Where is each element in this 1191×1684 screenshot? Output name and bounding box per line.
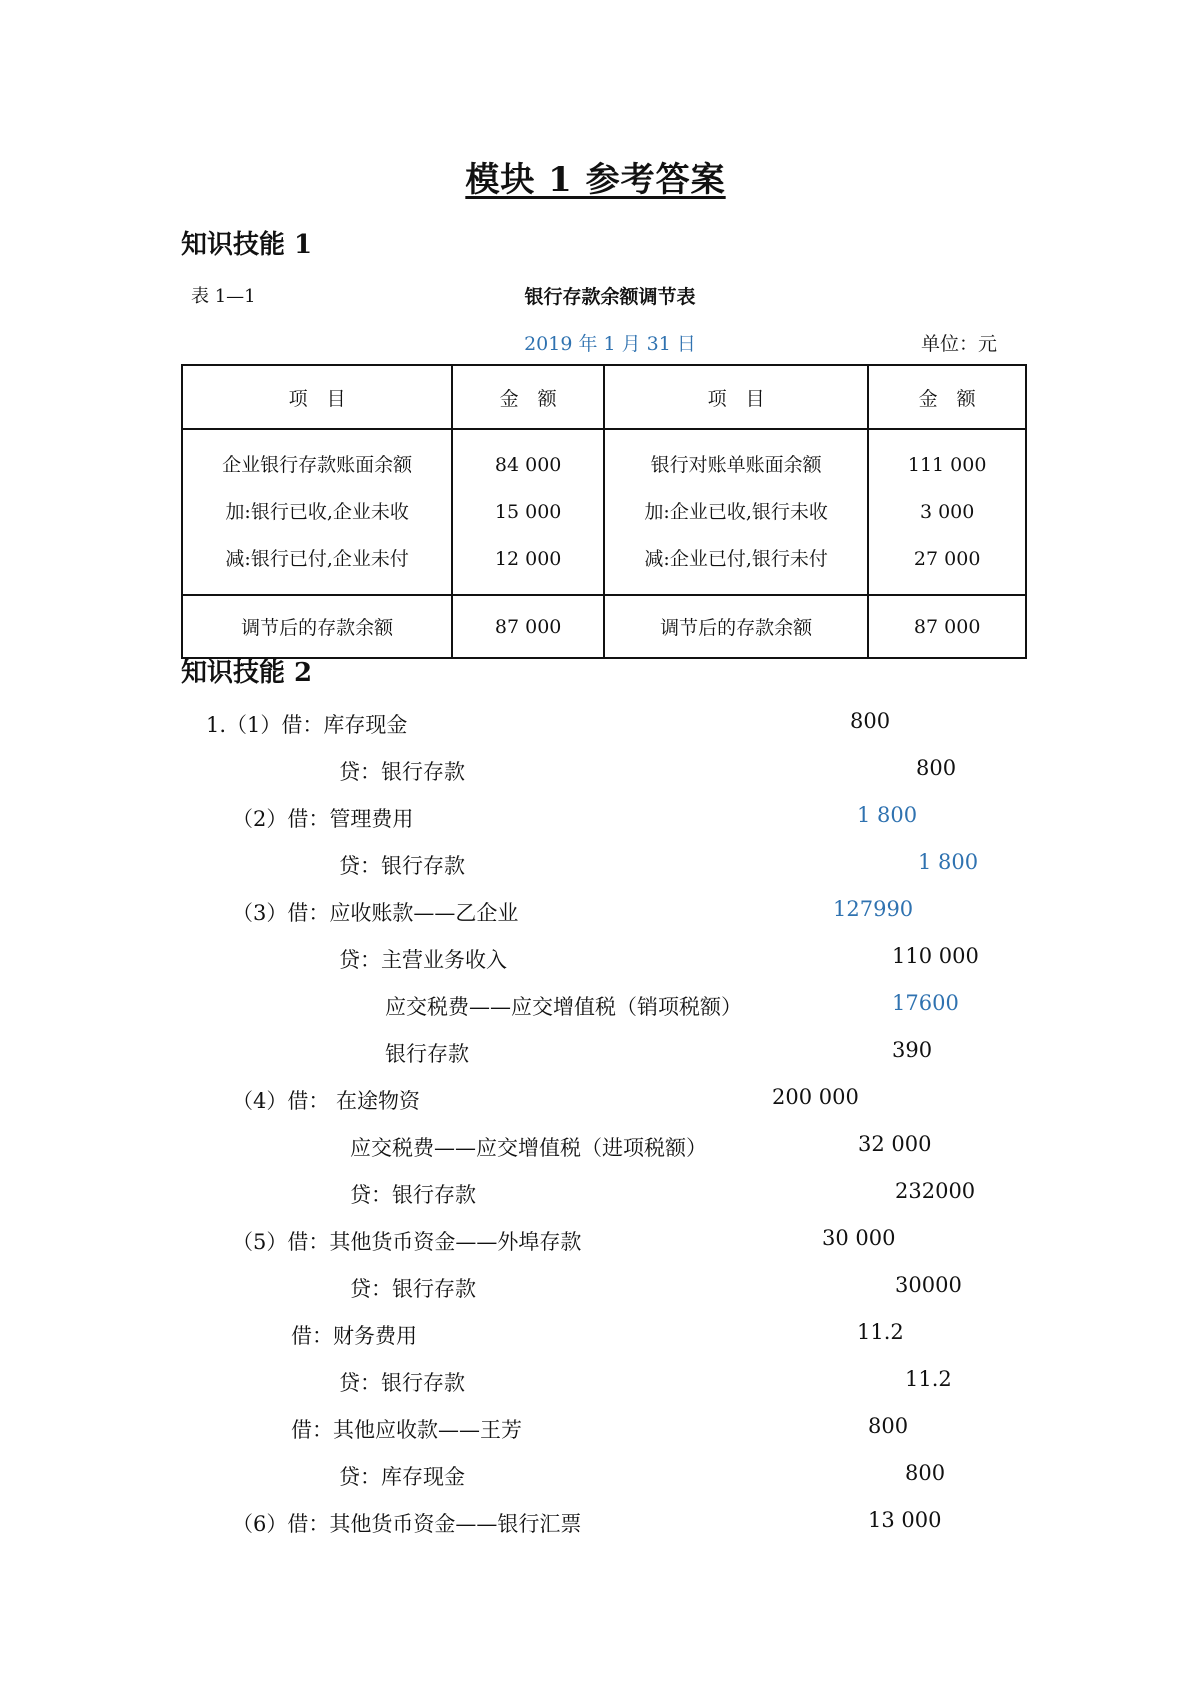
left-total-amount: 87 000	[452, 595, 604, 658]
journal-entry-text: 贷：银行存款	[350, 1183, 476, 1207]
journal-entry-text: 贷：银行存款	[339, 1371, 465, 1395]
table-title: 银行存款余额调节表	[524, 286, 696, 308]
journal-entry-text: 银行存款	[385, 1042, 469, 1066]
journal-entry-amount: 800	[905, 1461, 946, 1485]
journal-entry-text: 借：财务费用	[291, 1324, 417, 1348]
header-amount-right: 金 额	[868, 365, 1026, 429]
journal-entry-text: 贷：银行存款	[350, 1277, 476, 1301]
journal-entry-amount: 30 000	[822, 1226, 896, 1250]
journal-entry-text: （4）借： 在途物资	[232, 1089, 421, 1113]
journal-entry-text: 贷：库存现金	[339, 1465, 465, 1489]
journal-entry-amount: 1 800	[857, 803, 918, 827]
journal-entry-amount: 390	[892, 1038, 933, 1062]
left-amount: 84 000	[494, 454, 562, 476]
left-amount: 15 000	[494, 501, 562, 523]
journal-entry-text: 贷：银行存款	[339, 760, 465, 784]
journal-entry-text: 应交税费——应交增值税（进项税额）	[350, 1136, 707, 1160]
right-amount: 111 000	[907, 454, 987, 476]
journal-entry-text: 1.（1）借：库存现金	[206, 713, 408, 737]
journal-entry-amount: 200 000	[772, 1085, 859, 1109]
left-items-cell	[182, 429, 452, 595]
table-number: 表 1—1	[191, 286, 256, 307]
header-item-left: 项 目	[182, 365, 452, 429]
journal-entry-amount: 11.2	[905, 1367, 952, 1391]
right-amount: 3 000	[919, 501, 975, 523]
journal-entry-amount: 800	[868, 1414, 909, 1438]
right-item: 加:企业已收,银行未收	[644, 501, 828, 523]
journal-entry-text: 贷：银行存款	[339, 854, 465, 878]
journal-entry-amount: 13 000	[868, 1508, 942, 1532]
header-amount-left: 金 额	[452, 365, 604, 429]
left-amount: 12 000	[494, 548, 562, 570]
right-items-cell	[604, 429, 868, 595]
bank-reconciliation-table	[181, 364, 1027, 659]
journal-entry-text: 应交税费——应交增值税（销项税额）	[385, 995, 742, 1019]
left-item: 企业银行存款账面余额	[222, 454, 413, 476]
table-header-row	[182, 365, 1026, 429]
journal-entry-amount: 800	[916, 756, 957, 780]
right-total-label: 调节后的存款余额	[604, 595, 868, 658]
journal-entry-amount: 17600	[892, 991, 959, 1015]
table-body-row	[182, 429, 1026, 595]
journal-entry-text: 借：其他应收款——王芳	[291, 1418, 522, 1442]
journal-entry-text: （6）借：其他货币资金——银行汇票	[232, 1512, 582, 1536]
journal-entry-text: （5）借：其他货币资金——外埠存款	[232, 1230, 582, 1254]
right-total-amount: 87 000	[868, 595, 1026, 658]
header-item-right: 项 目	[604, 365, 868, 429]
journal-entry-amount: 32 000	[858, 1132, 932, 1156]
journal-entry-amount: 11.2	[857, 1320, 904, 1344]
page-title: 模块 1 参考答案	[465, 160, 726, 200]
journal-entry-amount: 800	[850, 709, 891, 733]
journal-entry-text: 贷：主营业务收入	[339, 948, 507, 972]
journal-entry-amount: 1 800	[918, 850, 979, 874]
journal-entry-text: （3）借：应收账款——乙企业	[232, 901, 519, 925]
journal-entry-amount: 127990	[833, 897, 914, 921]
right-amount: 27 000	[913, 548, 981, 570]
left-amounts-cell	[452, 429, 604, 595]
section-heading-2: 知识技能 2	[181, 658, 313, 688]
table-total-row	[182, 595, 1026, 658]
journal-entry-amount: 110 000	[892, 944, 979, 968]
journal-entry-amount: 232000	[895, 1179, 976, 1203]
journal-entry-text: （2）借：管理费用	[232, 807, 414, 831]
table-unit: 单位：元	[921, 333, 998, 355]
left-total-label: 调节后的存款余额	[182, 595, 452, 658]
right-amounts-cell	[868, 429, 1026, 595]
left-item: 减:银行已付,企业未付	[225, 548, 409, 570]
journal-entry-amount: 30000	[895, 1273, 962, 1297]
right-item: 银行对账单账面余额	[650, 454, 822, 476]
table-date: 2019 年 1 月 31 日	[524, 333, 696, 355]
section-heading-1: 知识技能 1	[181, 230, 313, 260]
left-item: 加:银行已收,企业未收	[225, 501, 409, 523]
right-item: 减:企业已付,银行未付	[644, 548, 828, 570]
